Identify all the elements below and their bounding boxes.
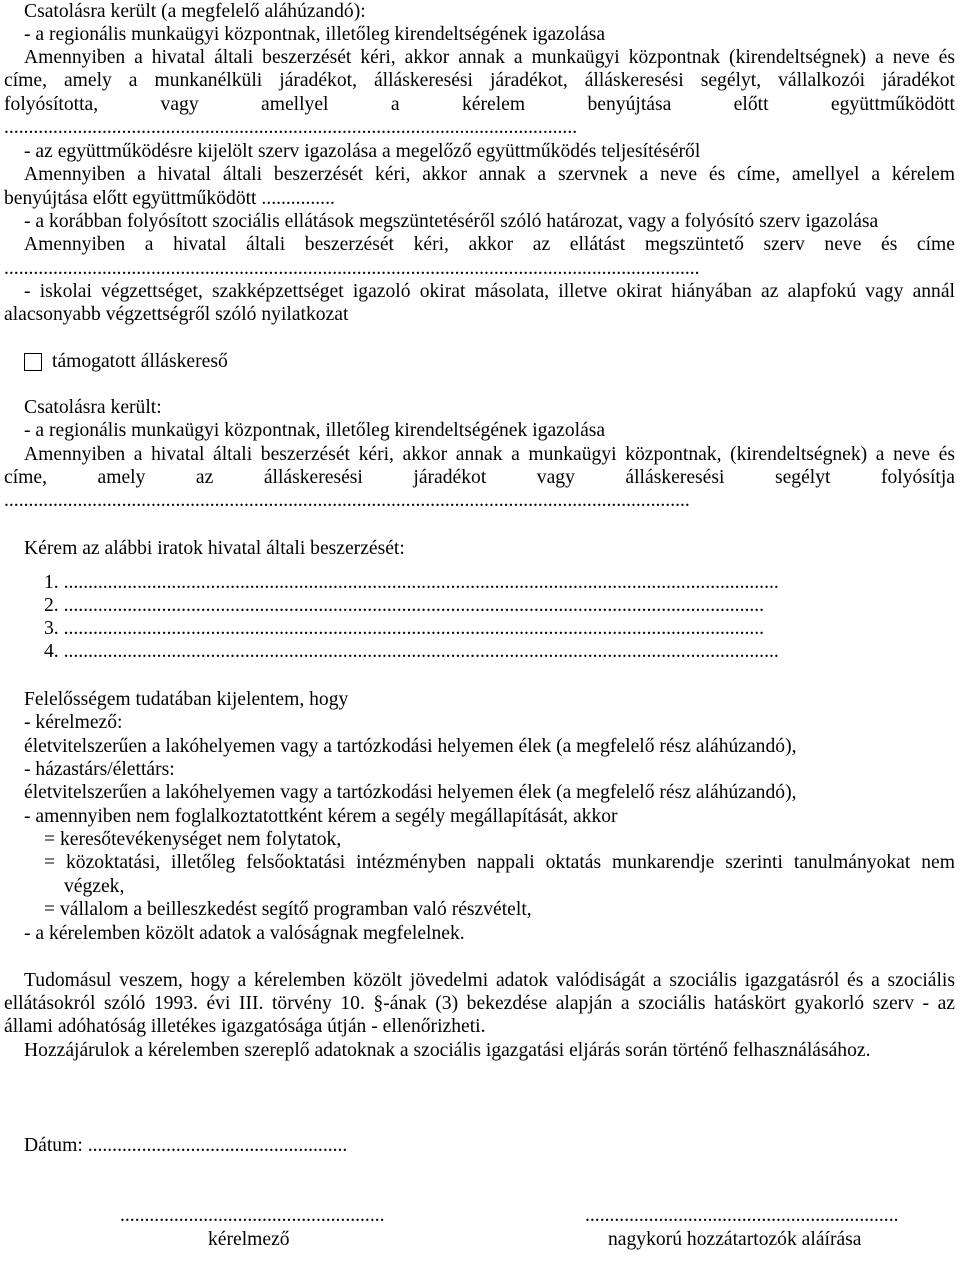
supported-attachments-heading: Csatolásra került: <box>24 397 162 418</box>
supported-jobseeker-checkbox <box>24 353 42 371</box>
date-label: Dátum: <box>24 1135 83 1156</box>
applicant-signature-line: ...................................................... <box>120 1205 385 1226</box>
education-document-item-cont: alacsonyabb végzettségről szóló nyilatkozat <box>4 304 349 325</box>
condition-no-work: = keresőtevékenységet nem folytatok, <box>44 829 342 850</box>
education-document-item: - iskolai végzettséget, szakképzettséget igazoló okirat másolata, illetve okirat hiányában az alapfokú vagy annál <box>24 281 955 302</box>
consent-statement: Hozzájárulok a kérelemben szereplő adatoknak a szociális igazgatási eljárás során történő felhasználásához. <box>24 1040 871 1061</box>
labour-centre-note-line: címe, amely a munkanélküli járadékot, álláskeresési járadékot, álláskeresési segélyt, vállalkozói járadékot <box>4 70 955 91</box>
verification-line: állami adóhatóság illetékes igazgatósága útján - ellenőrizheti. <box>4 1016 486 1037</box>
applicant-signature-caption: kérelmező <box>208 1229 290 1250</box>
supported-labour-centre-note-line: Amennyiben a hivatal általi beszerzését kéri, akkor annak a munkaügyi központnak, (kirendeltségnek) a neve és <box>24 444 955 465</box>
verification-line: Tudomásul veszem, hogy a kérelemben közölt jövedelmi adatok valódiságát a szociális igazgatásról és a szociális <box>24 970 955 991</box>
declaration-heading: Felelősségem tudatában kijelentem, hogy <box>24 689 349 710</box>
requested-documents-heading: Kérem az alábbi iratok hivatal általi beszerzését: <box>24 538 405 559</box>
relatives-signature-line: ................................................................ <box>585 1205 899 1226</box>
spouse-label: - házastárs/élettárs: <box>24 759 175 780</box>
applicant-label: - kérelmező: <box>24 712 123 733</box>
requested-document-line: 1. .................................................................................................................................................. <box>44 572 779 593</box>
termination-fill-line: .............................................................................................................................................. <box>4 258 700 279</box>
supported-labour-centre-fill-line: ............................................................................................................................................ <box>4 490 690 511</box>
termination-decision-item: - a korábban folyósított szociális ellátások megszüntetéséről szóló határozat, vagy a folyósító szerv igazolása <box>24 211 879 232</box>
requested-document-line: 2. ............................................................................................................................................... <box>44 595 765 616</box>
requested-document-line: 3. ............................................................................................................................................... <box>44 618 765 639</box>
labour-centre-note-line: Amennyiben a hivatal általi beszerzését kéri, akkor annak a munkaügyi központnak (kirendeltségnek) a neve és <box>24 47 955 68</box>
attachments-heading: Csatolásra került (a megfelelő aláhúzandó): <box>24 1 366 22</box>
condition-studies: = közoktatási, illetőleg felsőoktatási intézményben nappali oktatás munkarendje szerinti tanulmányokat nem <box>44 852 955 873</box>
relatives-signature-caption: nagykorú hozzátartozók aláírása <box>608 1229 862 1250</box>
termination-note-line: Amennyiben a hivatal általi beszerzését kéri, akkor az ellátást megszüntető szerv neve és címe <box>24 234 955 255</box>
truthfulness-statement: - a kérelemben közölt adatok a valóságnak megfelelnek. <box>24 923 465 944</box>
labour-centre-fill-line: ..................................................................................................................... <box>4 117 578 138</box>
cooperation-note-line: benyújtása előtt együttműködött ............... <box>4 188 335 209</box>
spouse-statement: életvitelszerűen a lakóhelyemen vagy a tartózkodási helyemen élek (a megfelelő rész aláhúzandó), <box>24 782 797 803</box>
supported-jobseeker-label: támogatott álláskereső <box>52 351 228 372</box>
applicant-statement: életvitelszerűen a lakóhelyemen vagy a tartózkodási helyemen élek (a megfelelő rész aláhúzandó), <box>24 736 797 757</box>
cooperation-note-line: Amennyiben a hivatal általi beszerzését kéri, akkor annak a szervnek a neve és címe, amellyel a kérelem <box>24 164 955 185</box>
requested-document-line: 4. .................................................................................................................................................. <box>44 641 779 662</box>
verification-line: ellátásokról szóló 1993. évi III. törvény 10. §-ának (3) bekezdése alapján a szociális hatáskört gyakorló szerv - az <box>4 993 955 1014</box>
supported-labour-centre-item: - a regionális munkaügyi központnak, illetőleg kirendeltségének igazolása <box>24 420 606 441</box>
date-row <box>24 1134 347 1158</box>
cooperation-certificate-item: - az együttműködésre kijelölt szerv igazolása a megelőző együttműködés teljesítéséről <box>24 141 701 162</box>
supported-labour-centre-note-line: címe, amely az álláskeresési járadékot vagy álláskeresési segélyt folyósítja <box>4 467 955 488</box>
date-field: ..................................................... <box>87 1135 348 1156</box>
labour-centre-certificate-item: - a regionális munkaügyi központnak, illetőleg kirendeltségének igazolása <box>24 24 606 45</box>
condition-programme: = vállalom a beilleszkedést segítő programban való részvételt, <box>44 899 532 920</box>
labour-centre-note-line: folyósította, vagy amellyel a kérelem benyújtása előtt együttműködött <box>4 94 955 115</box>
non-employed-intro: - amennyiben nem foglalkoztatottként kérem a segély megállapítását, akkor <box>24 806 618 827</box>
condition-studies-cont: végzek, <box>64 876 125 897</box>
